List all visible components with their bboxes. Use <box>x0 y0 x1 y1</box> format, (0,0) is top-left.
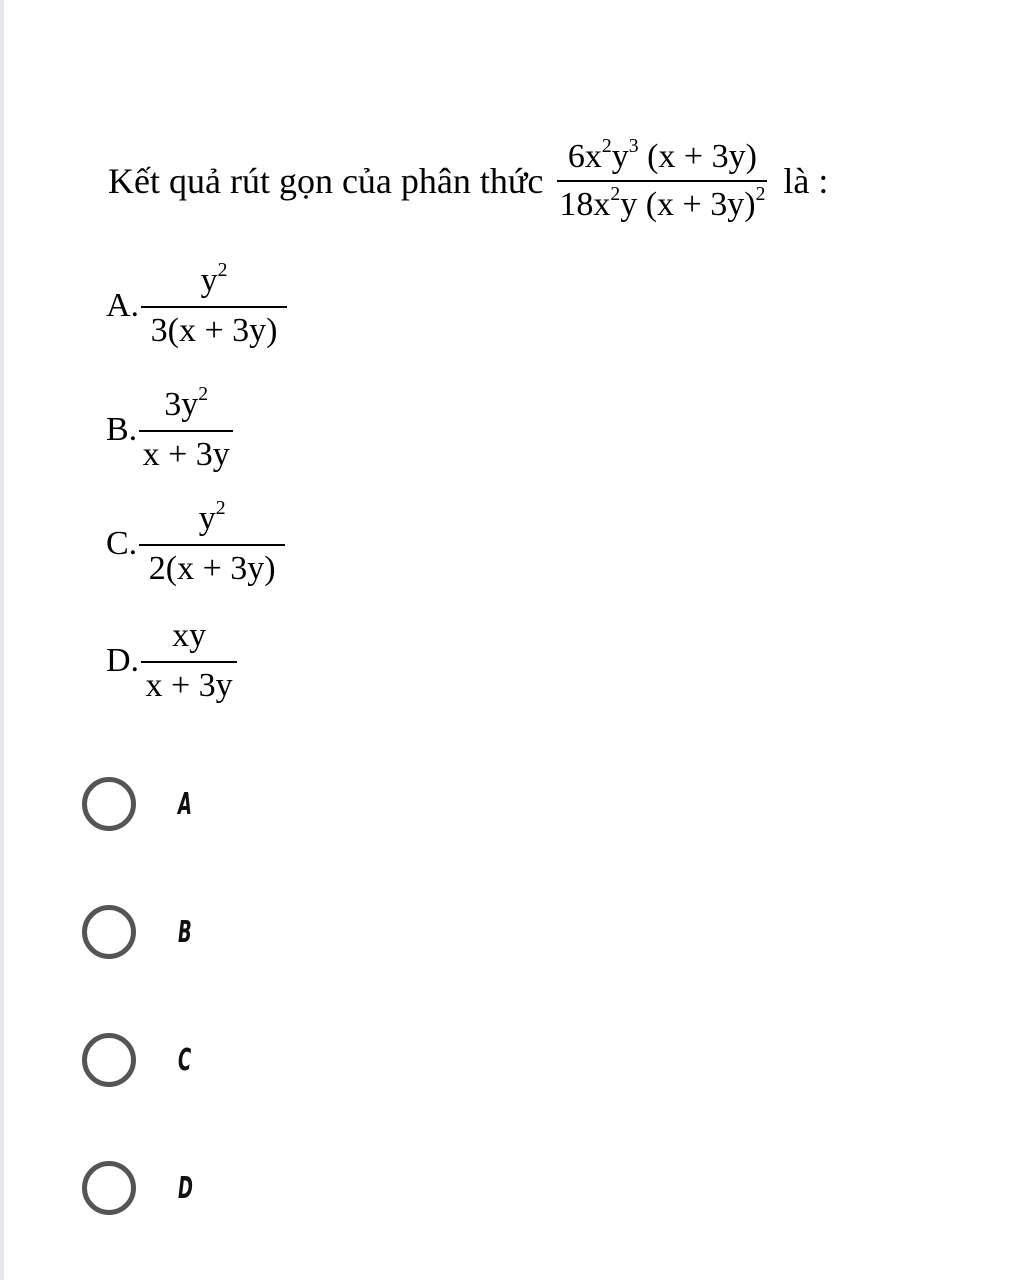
option-numerator: xy <box>172 617 207 654</box>
option-denominator: x + 3y <box>142 436 230 473</box>
choice-label[interactable]: D <box>178 1170 193 1206</box>
option-numerator: $y^2$ <box>198 497 226 537</box>
question-fraction <box>557 135 767 224</box>
choice-d[interactable] <box>82 1155 203 1221</box>
choice-label[interactable]: B <box>178 914 192 950</box>
choice-b[interactable] <box>82 899 201 965</box>
option-fraction <box>139 383 233 474</box>
radio-button-c[interactable] <box>82 1033 136 1087</box>
option-numerator: $3y^2$ <box>164 383 209 423</box>
option-fraction <box>141 617 237 705</box>
question-denominator: $18x^2y$ $(x + 3y)^2$ <box>559 183 766 223</box>
option-c <box>106 497 285 588</box>
radio-button-a[interactable] <box>82 777 136 831</box>
option-numerator: $y^2$ <box>200 259 228 299</box>
option-letter: B. <box>106 411 138 448</box>
question <box>108 135 829 224</box>
option-b <box>106 383 233 474</box>
option-letter: C. <box>106 525 138 562</box>
question-text: Kết quả rút gọn của phân thức <box>108 161 544 201</box>
question-numerator: $6x^2y^3$ (x + 3y) <box>567 135 757 175</box>
option-denominator: 2(x + 3y) <box>148 550 276 587</box>
choice-label[interactable]: A <box>178 786 192 822</box>
option-denominator: 3(x + 3y) <box>150 312 278 349</box>
option-a <box>106 259 287 350</box>
question-suffix: là : <box>783 161 829 201</box>
radio-button-d[interactable] <box>82 1161 136 1215</box>
choice-c[interactable] <box>82 1027 200 1093</box>
option-fraction <box>141 259 287 350</box>
choice-label[interactable]: C <box>178 1042 192 1078</box>
left-border <box>0 0 4 1280</box>
choice-a[interactable] <box>82 771 201 837</box>
option-letter: D. <box>106 642 140 679</box>
radio-button-b[interactable] <box>82 905 136 959</box>
option-d <box>106 617 237 705</box>
option-letter: A. <box>106 287 140 324</box>
option-fraction <box>139 497 285 588</box>
option-denominator: x + 3y <box>145 667 233 704</box>
